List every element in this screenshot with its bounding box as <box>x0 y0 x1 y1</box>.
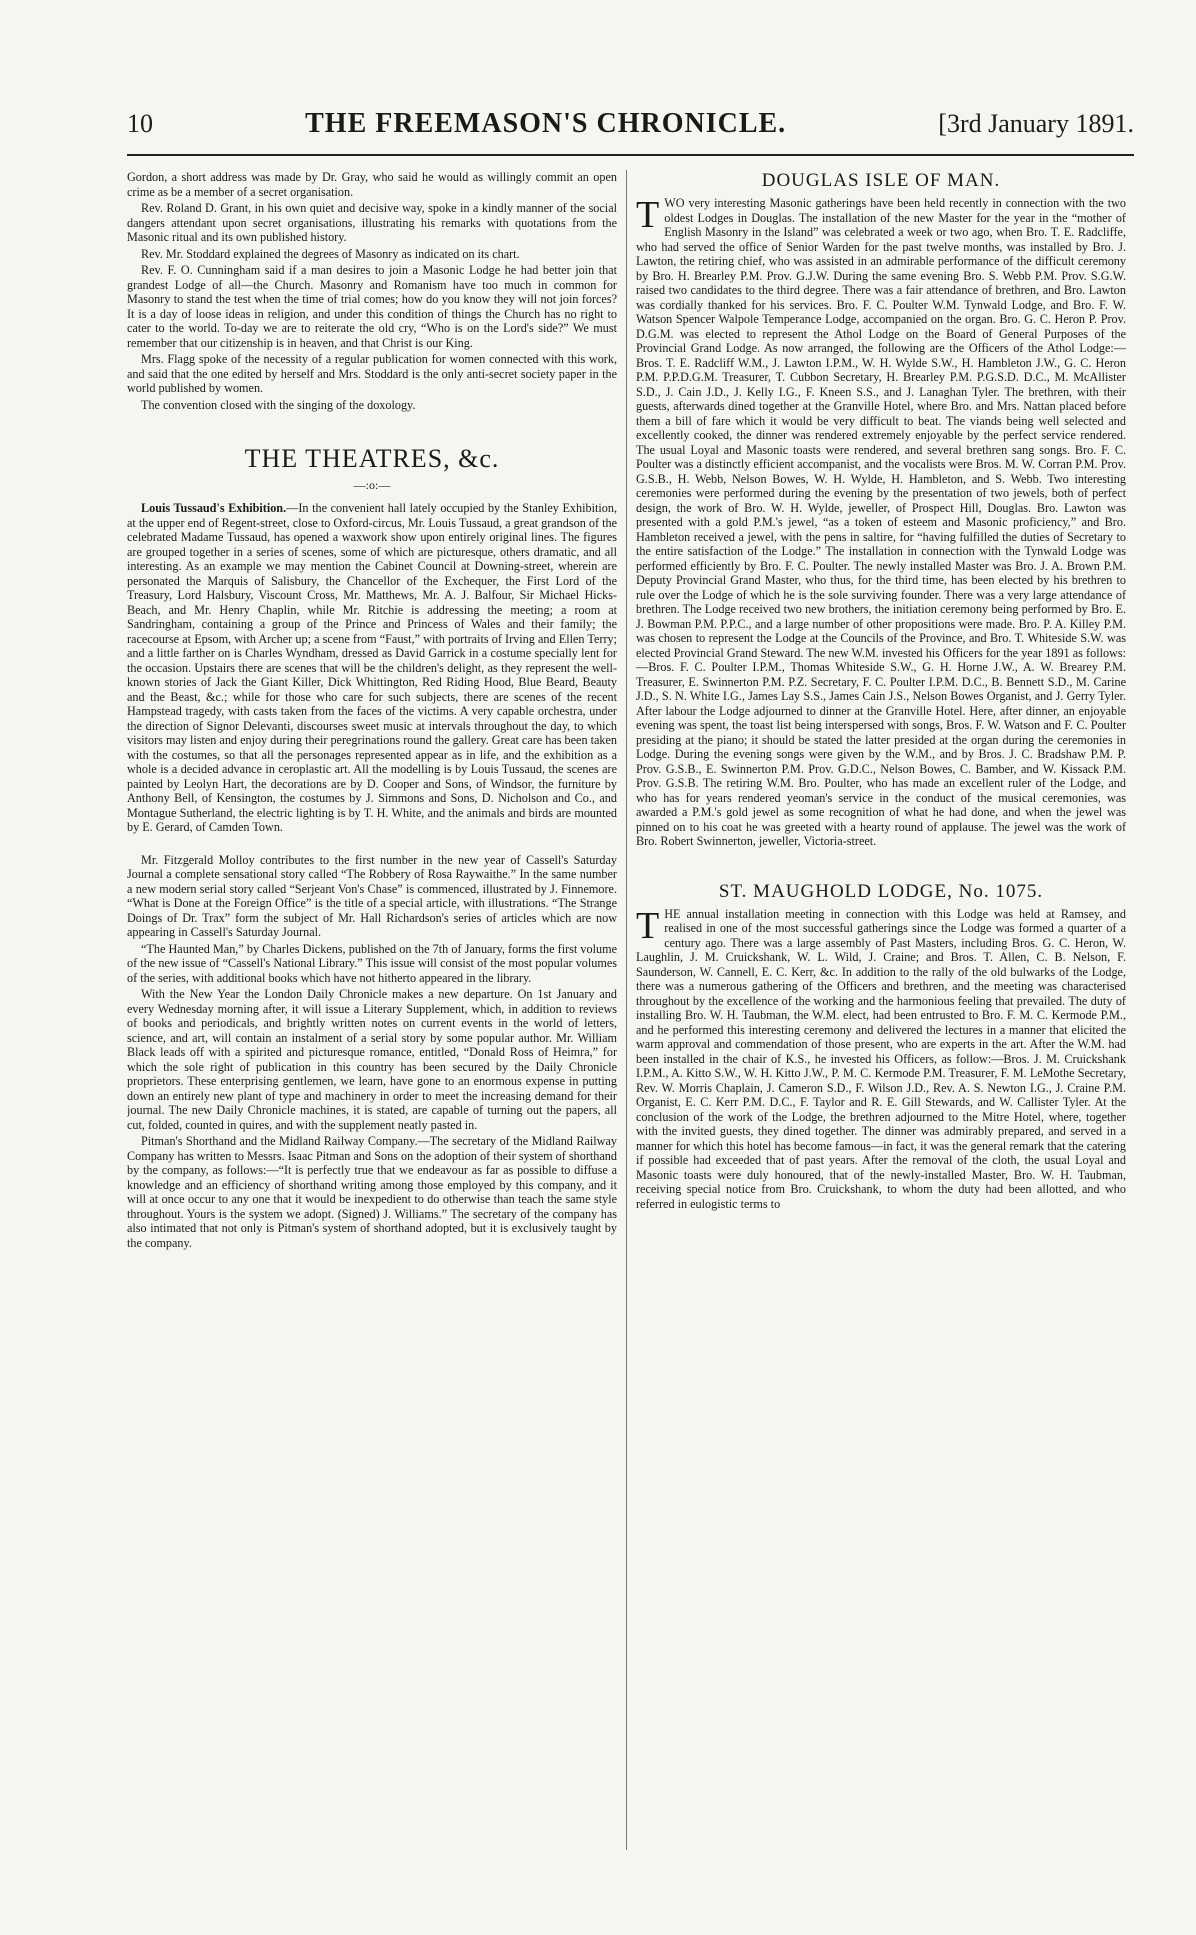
maughold-text: HE annual installation meeting in connection with this Lodge was held at Ramsey, and realised in one of the most successful gatherings since the Lodge was formed a quarter of a century ago. There was a large assembly of Past Masters, including Bros. G. C. Heron, W. Laughlin, J. M. Cruickshank, W. L. Wild, J. Craine; and Bros. T. Allen, C. B. Nelson, F. Saunderson, W. Cannell, E. C. Kerr, &c. In addition to the rally of the old bulwarks of the Lodge, there was a numerous gathering of the Officers and brethren, and the meeting was characterised throughout by the excellence of the working and the harmonious feeling that prevailed. The duty of installing Bro. W. H. Taubman, the W.M. elect, had been entrusted to Bro. F. M. C. Kermode P.M., and he performed this interesting ceremony and delivered the lectures in a manner that elicited the warm approval and commendation of those present, who are experts in the art. After the W.M. had been installed in the chair of K.S., he invested his Officers, as follow:—Bros. J. M. Cruickshank I.P.M., A. Kitto S.W., W. H. Kitto J.W., P. M. C. Kermode P.M. Treasurer, F. M. LeMothe Secretary, Rev. W. Morris Chaplain, J. Cameron S.D., F. Wilson J.D., Rev. A. S. Newton I.G., J. Craine P.M. Organist, E. C. Kerr P.M. D.C., F. Taylor and R. E. Gill Stewards, and W. Callister Tyler. At the conclusion of the work of the Lodge, the brethren adjourned to the Mitre Hotel, where, together with the invited guests, they dined together. The dinner was admirably prepared, and served in a manner for which this hotel has become famous—in fact, it was the general remark that the catering if possible had exceeded that of past years. After the removal of the cloth, the usual Loyal and Masonic toasts were duly honoured, that of the newly-installed Master, Bro. W. H. Taubman, receiving special notice from Bro. Cruickshank, to whom the duty had been allotted, and who referred in eulogistic terms to <box>636 906 1126 1211</box>
douglas-text: WO very interesting Masonic gatherings have been held recently in connection with the two oldest Lodges in Douglas. The installation of the new Master for the year in the “mother of English Masonry in the Island” was celebrated a week or two ago, when Bro. T. E. Radcliffe, who had served the office of Senior Warden for the past twelve months, was installed by Bro. J. Lawton, the retiring chief, who was assisted in an admirable performance of the difficult ceremony by Bro. H. Brearley P.M. Prov. G.J.W. During the same evening Bro. S. Webb P.M. Prov. S.G.W. raised two candidates to the third degree. There was a fair attendance of brethren, and Bro. Lawton was cordially thanked for his services. Bro. F. C. Poulter W.M. Tynwald Lodge, and Bro. F. W. Watson Spencer Walpole Temperance Lodge, accompanied on the organ. Bro. G. C. Heron P. Prov. D.G.M. was elected to represent the Athol Lodge on the Board of General Purposes of the Provincial Grand Lodge. As now arranged, the following are the Officers of the Athol Lodge:—Bros. T. E. Radcliff W.M., J. Lawton I.P.M., W. H. Wylde S.W., H. Hambleton J.W., G. C. Heron P.M. P.P.D.G.M. Treasurer, T. Cubbon Secretary, H. Brearley P.M. P.G.S.D. D.C., M. McAllister S.D., J. Cain J.D., J. Kelly I.G., F. Kneen S.S., and J. Lanaghan Tyler. The brethren, with their guests, afterwards dined together at the Granville Hotel, where Bro. and Mrs. Nattan placed before them a bill of fare which it would be very difficult to beat. The viands being well selected and excellently cooked, the dinner was rendered extremely enjoyable by the perfect service rendered. The usual Loyal and Masonic toasts were rendered, and several brethren sang songs. Bro. F. C. Poulter was a distinctly efficient accompanist, and the vocalists were Bros. M. W. Corran P.M. Prov. G.S.B., H. Webb, Nelson Bowes, W. H. Wylde, H. Hambleton, and S. Webb. Two interesting ceremonies were performed during the evening by the presentation of two jewels, both of perfect design, the work of Bro. W. H. Wylde, jeweller, of Prospect Hill, Douglas. Bro. Lawton was presented with a gold P.M.'s jewel, “as a token of esteem and Masonic proficiency,” and Bro. Hambleton received a jewel, with the pens in saltire, for “having fulfilled the duties of Secretary to the entire satisfaction of the Lodge.” The installation in connection with the Tynwald Lodge was performed efficiently by Bro. F. C. Poulter. The newly installed Master was Bro. J. A. Brown P.M. Deputy Provincial Grand Master, who thus, for the third time, has been elected by his brethren to rule over the Lodge of which he is the sole surviving founder. There was a very large attendance of brethren. The Lodge received two new brothers, the initiation ceremony being performed by Bro. E. J. Bowman P.M. P.P.C., and a large number of other propositions were made. Bro. P. A. Killey P.M. was chosen to represent the Lodge at the Councils of the Province, and Bro. T. Whiteside S.W. was elected Provincial Grand Steward. The new W.M. invested his Officers for the year 1891 as follows:—Bros. F. C. Poulter I.P.M., Thomas Whiteside S.W., G. H. Horne J.W., A. W. Brearey P.M. Treasurer, E. Swinnerton P.M. P.Z. Secretary, F. C. Poulter I.P.M. D.C., B. Bennett S.D., M. Carine J.D., S. N. White I.G., James Lay S.S., James Cain J.S., Nelson Bowes Organist, and J. Gerry Tyler. After labour the Lodge adjourned to dinner at the Granville Hotel. Here, after dinner, an enjoyable evening was spent, the toast list being interspersed with songs, Bros. F. W. Watson and F. C. Poulter presiding at the piano; it should be stated the latter presided at the organ during the ceremonies in Lodge. During the evening songs were given by the W.M., and by Bros. J. C. Bradshaw P.M. P. Prov. G.S.B., E. Swinnerton P.M. Prov. G.D.C., Nelson Bowes, C. Bamber, and W. Kissack P.M. Prov. G.S.B. The retiring W.M. Bro. Poulter, who has made an excellent ruler of the Lodge, and who has for years rendered yeoman's service in the conduct of the musical ceremonies, was awarded a P.M.'s gold jewel as some recognition of what he had done, and when the jewel was pinned on to his coat he was greeted with a hearty round of applause. The jewel was the work of Bro. Robert Swinnerton, jeweller, Victoria-street. <box>636 196 1126 848</box>
paragraph: Mrs. Flagg spoke of the necessity of a regular publication for women connected with this work, and said that the one edited by herself and Mrs. Stoddard is the only anti-secret society paper in the world published by women. <box>127 352 617 395</box>
douglas-heading: DOUGLAS ISLE OF MAN. <box>761 170 1001 191</box>
page-number: 10 <box>127 109 153 138</box>
douglas-article <box>636 196 1126 849</box>
issue-date: [3rd January 1891. <box>938 109 1134 138</box>
paragraph: Rev. F. O. Cunningham said if a man desires to join a Masonic Lodge he had better join that grandest Lodge of all—the Church. Masonry and Romanism have too much in common for Masonry to stand the test when the time of trial comes; how do you know they will not join forces? It is a day of loose ideas in religion, and under this condition of things the Church has no right to cater to the world. To-day we are to reiterate the old cry, “Who is on the Lord's side?” We must remember that our citizenship is in heaven, and that Christ is our King. <box>127 263 617 350</box>
maughold-heading: ST. MAUGHOLD LODGE, No. 1075. <box>718 880 1044 902</box>
paragraph: “The Haunted Man,” by Charles Dickens, published on the 7th of January, forms the first volume of the new issue of “Cassell's National Library.” This issue will consist of the most popular volumes of the series, with additional books which have not hitherto appeared in the library. <box>127 941 617 985</box>
drop-cap: T <box>636 194 660 236</box>
tussaud-text: —In the convenient hall lately occupied by the Stanley Exhibition, at the upper end of Regent-street, close to Oxford-circus, Mr. Louis Tussaud, a great grandson of the celebrated Madame Tussaud, has opened a waxwork show upon entirely original lines. The figures are grouped together in a series of scenes, some of which are picturesque, others dramatic, and all interesting. As an example we may mention the Cabinet Council at Downing-street, wherein are personated the Marquis of Salisbury, the Chancellor of the Exchequer, the First Lord of the Treasury, Lord Halsbury, Viscount Cross, Mr. Matthews, Mr. A. J. Balfour, Sir Michael Hicks-Beach, and Mr. Henry Chaplin, while Mr. Ritchie is addressing the meeting; a room at Sandringham, containing a group of the Prince and Princess of Wales and their family; the racecourse at Epsom, with Archer up; a scene from “Faust,” with portraits of Irving and Ellen Terry; and a little farther on is Charles Wyndham, dressed as David Garrick in a costume specially lent for the occasion. Upstairs there are scenes that will be the children's delight, as they represent the well-known stories of Jack the Giant Killer, Dick Whittington, Red Riding Hood, Blue Beard, Beauty and the Beast, &c.; while for those who care for such subjects, there are scenes of the recent Hampstead tragedy, with casts taken from the faces of the victims. A very capable orchestra, under the direction of Signor Delevanti, discourses sweet music at intervals throughout the day, to which visitors may listen and enjoy during their peregrinations round the gallery. Great care has been taken with the costumes, so that all the personages represented appear as in life, and the exhibition as a whole is a decided advance in ceroplastic art. All the modelling is by Louis Tussaud, the scenes are painted by Leolyn Hart, the decorations are by D. Cooper and Sons, of Windsor, the furniture by Anthony Bell, of Kensington, the costumes by J. Simmons and Sons, D. Nicholson and Co., and Montague Sutherland, the electric lighting is by T. H. White, and the animals and birds are mounted by E. Gerard, of Camden Town. <box>127 501 617 834</box>
tussaud-paragraph <box>127 501 617 835</box>
tussaud-lead: Louis Tussaud's Exhibition. <box>141 501 287 515</box>
paragraph: Pitman's Shorthand and the Midland Railway Company.—The secretary of the Midland Railway Company has written to Messrs. Isaac Pitman and Sons on the adoption of their system of shorthand by the company, as follows:—“It is perfectly true that we endeavour as far as possible to diffuse a knowledge and an efficiency of shorthand writing among those employed by this company, and it will at once occur to any one that it would be inexpedient to do otherwise than teach the same style throughout. Yours is the system we adopt. (Signed) J. Williams.” The secretary of the company has also intimated that not only is Pitman's system of shorthand adopted, but it is exclusively taught by the company. <box>127 1134 617 1250</box>
columns <box>127 170 1134 1850</box>
drop-cap: T <box>636 904 660 947</box>
theatres-heading: THE THEATRES, &c. <box>244 444 500 473</box>
paragraph: Gordon, a short address was made by Dr. Gray, who said he would as willingly commit an open crime as be a member of a secret organisation. <box>127 170 617 199</box>
masthead <box>127 108 1134 148</box>
paragraph: Mr. Fitzgerald Molloy contributes to the first number in the new year of Cassell's Saturday Journal a complete sensational story called “The Robbery of Rosa Raywaithe.” In the same number a new modern serial story called “Serjeant Von's Chase” is commenced, illustrated by J. Finnemore. “What is Done at the Foreign Office” is the title of a special article, with illustrations. “The Strange Doings of Dr. Trax” form the subject of Mr. Hall Richardson's series of articles which are now appearing in Cassell's Saturday Journal. <box>127 852 617 939</box>
paragraph: The convention closed with the singing of the doxology. <box>141 397 416 412</box>
ornament: —:o:— <box>353 478 391 492</box>
maughold-article <box>636 904 1126 1212</box>
paragraph: Rev. Mr. Stoddard explained the degrees of Masonry as indicated on its chart. <box>141 246 520 261</box>
left-column <box>127 170 626 1850</box>
publication-title: THE FREEMASON'S CHRONICLE. <box>305 108 787 139</box>
right-column <box>626 170 1126 1850</box>
paragraph: Rev. Roland D. Grant, in his own quiet and decisive way, spoke in a kindly manner of the social dangers attendant upon secret organisations, illustrating his remarks with quotations from the Masonic ritual and its own published history. <box>127 201 617 244</box>
paragraph: With the New Year the London Daily Chronicle makes a new departure. On 1st January and every Wednesday morning after, it will issue a Literary Supplement, which, in addition to reviews of books and periodicals, and brightly written notes on current events in the world of letters, science, and art, will contain an instalment of a serial story by some popular author. Mr. William Black leads off with a spirited and picturesque romance, entitled, “Donald Ross of Heimra,” for which the sole right of publication in this country has been secured by the Daily Chronicle proprietors. These enterprising gentlemen, we learn, have gone to an enormous expense in putting down an entirely new plant of type and machinery in order to meet the increasing demand for their journal. The new Daily Chronicle machines, it is stated, are capable of turning out the papers, all cut, folded, counted in quires, and with the supplement neatly pasted in. <box>127 987 617 1132</box>
masthead-rule <box>127 154 1134 156</box>
